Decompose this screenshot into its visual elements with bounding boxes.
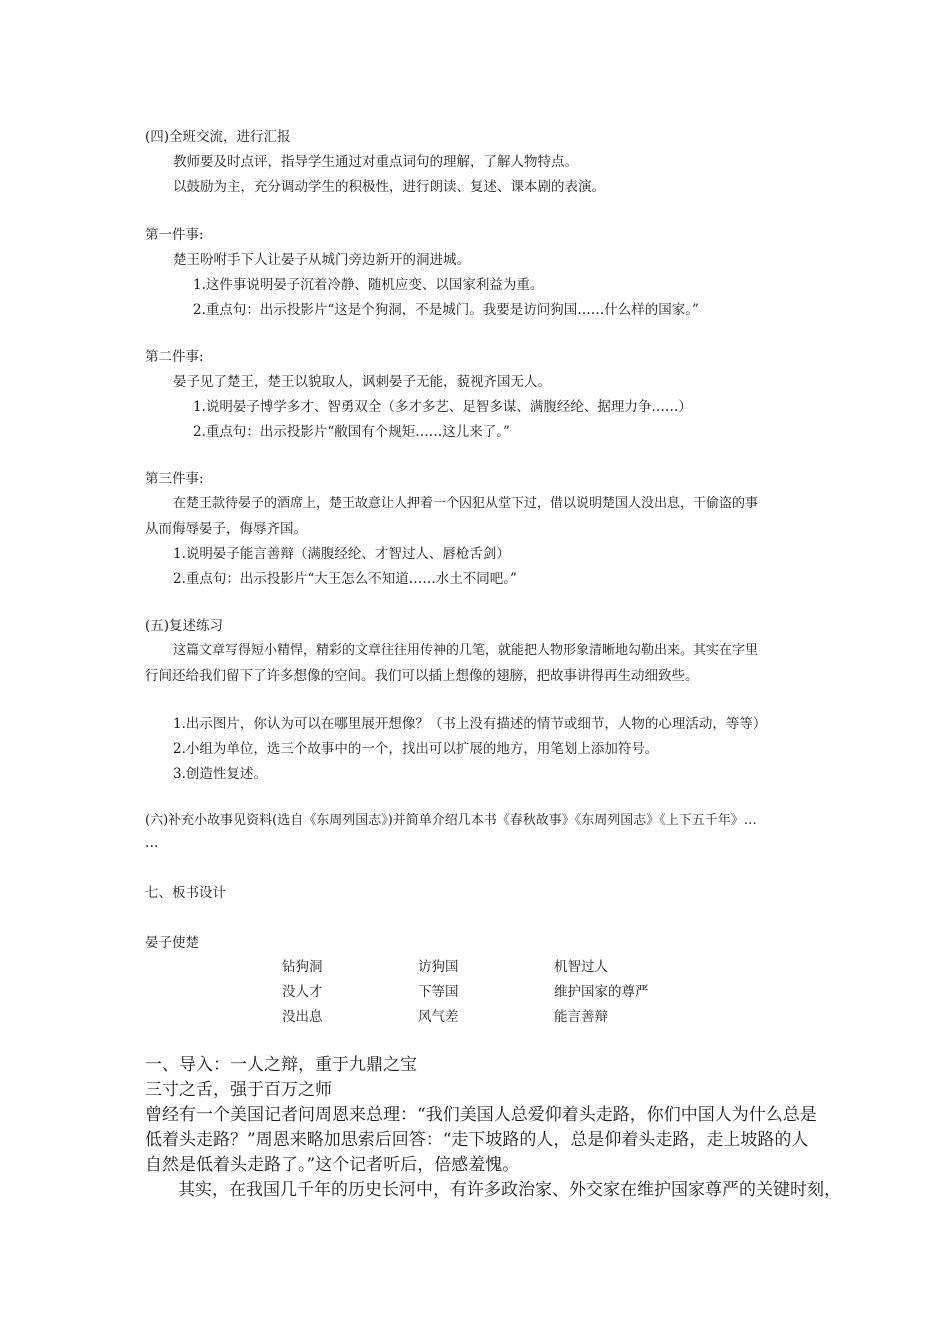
section-4-heading: (四)全班交流，进行汇报 xyxy=(145,129,291,145)
intro-line: 自然是低着头走路了。”这个记者听后，倍感羞愧。 xyxy=(145,1155,520,1175)
board-cell: 能言善辩 xyxy=(554,1009,608,1025)
paragraph: 这篇文章写得短小精悍，精彩的文章往往用传神的几笔，就能把人物形象清晰地勾勒出来。其实在字里 xyxy=(173,643,759,658)
board-cell: 访狗国 xyxy=(418,959,459,975)
event-2-point: 2.重点句：出示投影片“敝国有个规矩……这儿来了。” xyxy=(193,424,510,440)
paragraph: 教师要及时点评，指导学生通过对重点词句的理解，了解人物特点。 xyxy=(173,154,578,170)
practice-step: 1.出示图片，你认为可以在哪里展开想像？（书上没有描述的情节或细节，人物的心理活动，等等） xyxy=(173,716,767,732)
board-cell: 下等国 xyxy=(418,984,459,1000)
intro-line: 其实，在我国几千年的历史长河中，有许多政治家、外交家在维护国家尊严的关键时刻， xyxy=(178,1180,841,1200)
board-cell: 没出息 xyxy=(282,1009,323,1025)
event-3-summary: 在楚王款待晏子的酒席上，楚王故意让人押着一个囚犯从堂下过，借以说明楚国人没出息，干偷盗的事 xyxy=(173,496,759,511)
practice-step: 2.小组为单位，选三个故事中的一个，找出可以扩展的地方，用笔划上添加符号。 xyxy=(173,741,659,757)
intro-line: 三寸之舌，强于百万之师 xyxy=(145,1080,332,1100)
paragraph: 以鼓励为主，充分调动学生的积极性，进行朗读、复述、课本剧的表演。 xyxy=(173,179,605,195)
intro-heading: 一、导入：一人之辩，重于九鼎之宝 xyxy=(145,1055,417,1075)
paragraph-cont: 行间还给我们留下了许多想像的空间。我们可以插上想像的翅膀，把故事讲得再生动细致些。 xyxy=(145,668,699,684)
section-6-text-cont: … xyxy=(145,835,159,851)
board-cell: 机智过人 xyxy=(554,959,608,975)
event-2-summary: 晏子见了楚王，楚王以貌取人，讽刺晏子无能，藐视齐国无人。 xyxy=(173,374,551,390)
event-3-point: 1.说明晏子能言善辩（满腹经纶、才智过人、唇枪舌剑） xyxy=(173,546,510,562)
event-1-summary: 楚王吩咐手下人让晏子从城门旁边新开的洞进城。 xyxy=(173,252,470,268)
section-7-heading: 七、板书设计 xyxy=(145,885,226,901)
practice-step: 3.创造性复述。 xyxy=(173,766,267,782)
event-1-title: 第一件事: xyxy=(145,227,204,243)
event-2-point: 1.说明晏子博学多才、智勇双全（多才多艺、足智多谋、满腹经纶、据理力争……） xyxy=(193,399,692,415)
section-6-text: (六)补充小故事见资料(选自《东周列国志》)并简单介绍几本书《春秋故事》《东周列国志》《上下五千年》… xyxy=(145,813,757,828)
event-3-summary-cont: 从而侮辱晏子，侮辱齐国。 xyxy=(145,521,307,537)
board-cell: 钻狗洞 xyxy=(282,959,323,975)
board-cell: 维护国家的尊严 xyxy=(554,984,649,1000)
board-title: 晏子使楚 xyxy=(145,935,199,951)
board-cell: 风气差 xyxy=(418,1009,459,1025)
event-1-point: 1.这件事说明晏子沉着冷静、随机应变、以国家利益为重。 xyxy=(193,277,544,293)
event-3-point: 2.重点句：出示投影片“大王怎么不知道……水土不同吧。” xyxy=(173,571,517,587)
event-2-title: 第二件事: xyxy=(145,349,204,365)
event-3-title: 第三件事: xyxy=(145,471,204,487)
event-1-point: 2.重点句：出示投影片“这是个狗洞，不是城门。我要是访问狗国……什么样的国家。” xyxy=(193,302,699,318)
intro-line: 曾经有一个美国记者问周恩来总理：“我们美国人总爱仰着头走路，你们中国人为什么总是 xyxy=(145,1105,817,1125)
board-cell: 没人才 xyxy=(282,984,323,1000)
section-5-heading: (五)复述练习 xyxy=(145,618,224,634)
intro-line: 低着头走路？”周恩来略加思索后回答：“走下坡路的人，总是仰着头走路，走上坡路的人 xyxy=(145,1130,809,1150)
